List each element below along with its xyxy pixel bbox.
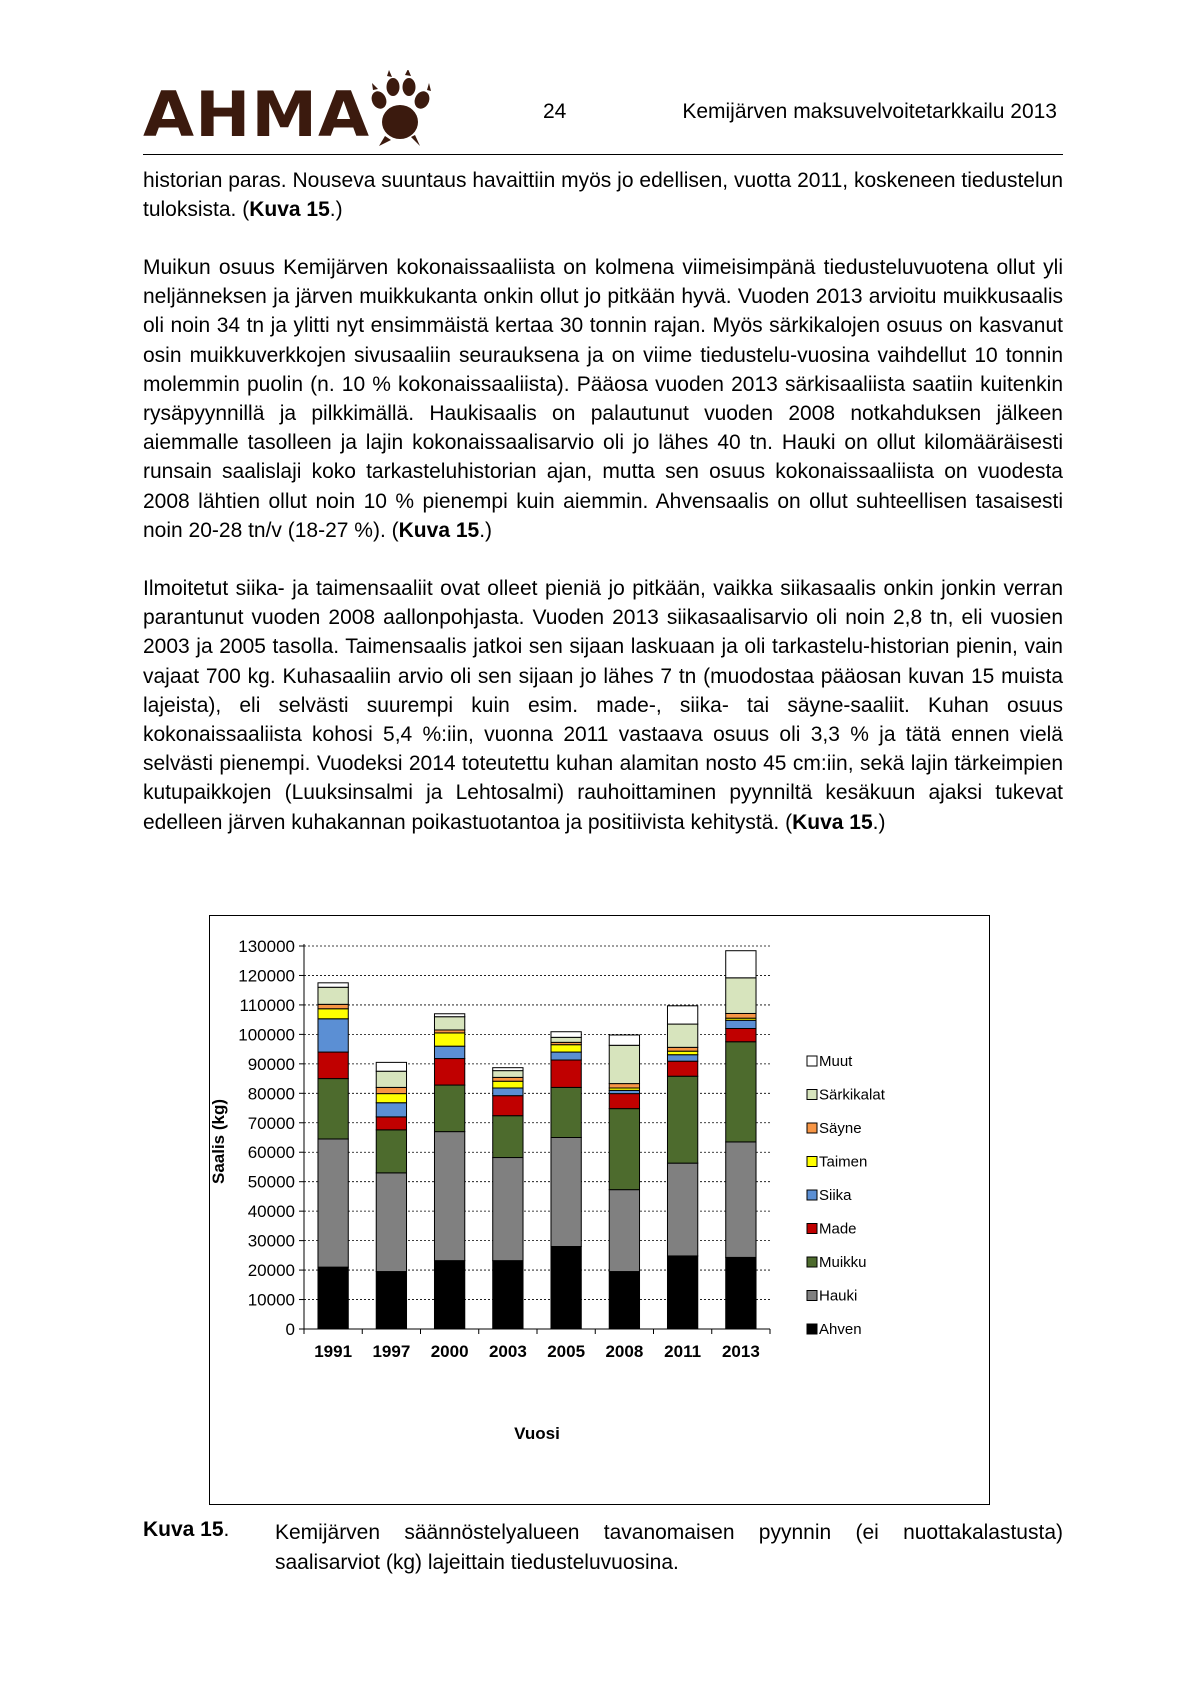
legend-label: Särkikalat — [819, 1086, 885, 1104]
bar-segment-made — [376, 1117, 406, 1130]
paragraph-text: historian paras. Nouseva suuntaus havaittiin myös jo edellisen, vuotta 2011, koskeneen tiedustelun tuloksista. ( — [143, 169, 1063, 222]
bar-segment-särkikalat — [609, 1045, 639, 1083]
legend-swatch — [807, 1257, 817, 1267]
bar-segment-hauki — [493, 1158, 523, 1261]
paragraph-2 — [143, 253, 1063, 545]
bar-segment-made — [318, 1052, 348, 1079]
x-tick-label: 2008 — [605, 1342, 644, 1361]
legend-swatch — [807, 1056, 817, 1066]
x-tick-label: 1997 — [372, 1342, 411, 1361]
y-tick-label: 110000 — [239, 995, 295, 1015]
bar-segment-siika — [551, 1052, 581, 1060]
bar-segment-särkikalat — [667, 1024, 697, 1047]
grid-lines — [304, 946, 770, 1300]
bar-segment-särkikalat — [493, 1071, 523, 1078]
caption-label — [143, 1518, 229, 1542]
bar-stacks — [318, 951, 756, 1329]
y-tick-label: 20000 — [247, 1261, 295, 1281]
bar-segment-taimen — [667, 1051, 697, 1055]
figure-reference: Kuva 15 — [249, 198, 330, 222]
legend-label: Säyne — [819, 1120, 862, 1137]
bar-segment-muut — [318, 983, 348, 987]
bar-segment-säyne — [609, 1084, 639, 1088]
bar-segment-made — [609, 1094, 639, 1109]
legend-swatch — [807, 1190, 817, 1200]
paragraph-text: .) — [479, 518, 493, 542]
bar-segment-taimen — [376, 1094, 406, 1103]
bar-segment-säyne — [376, 1087, 406, 1093]
legend-label: Hauki — [819, 1287, 858, 1305]
figure-reference: Kuva 15 — [398, 518, 480, 542]
bar-segment-särkikalat — [726, 978, 756, 1014]
bar-segment-hauki — [376, 1173, 406, 1272]
legend-swatch — [807, 1090, 817, 1100]
bar-segment-made — [667, 1061, 697, 1076]
legend-swatch — [807, 1291, 817, 1301]
legend-label: Siika — [819, 1187, 852, 1204]
x-tick-label: 2000 — [430, 1342, 469, 1361]
bar-segment-säyne — [493, 1077, 523, 1081]
paragraph-1 — [143, 166, 1063, 224]
bar-segment-taimen — [493, 1081, 523, 1088]
chart-legend — [807, 1053, 886, 1338]
bar-segment-siika — [376, 1103, 406, 1117]
bar-segment-taimen — [551, 1045, 581, 1052]
bar-segment-muut — [726, 951, 756, 978]
y-tick-label: 70000 — [247, 1113, 295, 1133]
bar-segment-muut — [493, 1068, 523, 1071]
paragraph-text: .) — [872, 810, 886, 834]
bar-segment-muikku — [318, 1079, 348, 1139]
bar-segment-säyne — [318, 1004, 348, 1008]
bar-segment-siika — [667, 1055, 697, 1061]
paw-logo-icon — [365, 70, 435, 150]
bar-segment-ahven — [434, 1261, 464, 1329]
caption-label-suffix: . — [223, 1518, 230, 1541]
y-tick-label: 90000 — [247, 1054, 295, 1074]
caption-text: Kemijärven säännöstelyalueen tavanomaisen pyynnin (ei nuottakalastusta) saalisarviot (kg) lajeittain tiedusteluvuosina. — [275, 1521, 1063, 1574]
paragraph-text: .) — [329, 198, 343, 222]
bar-segment-made — [493, 1096, 523, 1116]
bar-segment-ahven — [667, 1256, 697, 1329]
legend-swatch — [807, 1123, 817, 1133]
bar-segment-särkikalat — [434, 1017, 464, 1030]
bar-segment-made — [726, 1028, 756, 1041]
stacked-bar-chart — [210, 916, 989, 1504]
y-tick-label: 80000 — [247, 1084, 295, 1104]
bar-segment-hauki — [667, 1163, 697, 1256]
bar-segment-siika — [318, 1019, 348, 1052]
bar-segment-muikku — [493, 1116, 523, 1158]
document-title: Kemijärven maksuvelvoitetarkkailu 2013 — [682, 100, 1057, 123]
x-tick-label: 2011 — [664, 1342, 702, 1361]
bar-segment-muikku — [726, 1042, 756, 1142]
bar-segment-made — [434, 1059, 464, 1086]
page-header — [143, 62, 1063, 155]
bar-segment-ahven — [318, 1267, 348, 1329]
legend-label: Muikku — [819, 1254, 867, 1271]
bar-segment-muut — [376, 1062, 406, 1071]
page-number: 24 — [543, 100, 567, 123]
bar-segment-muikku — [609, 1109, 639, 1190]
bar-segment-ahven — [493, 1261, 523, 1329]
bar-segment-siika — [726, 1020, 756, 1028]
legend-label: Ahven — [819, 1321, 862, 1338]
bar-segment-säyne — [726, 1013, 756, 1018]
legend-swatch — [807, 1157, 817, 1167]
bar-segment-ahven — [376, 1272, 406, 1329]
y-tick-label: 100000 — [238, 1025, 295, 1045]
bar-segment-hauki — [551, 1138, 581, 1247]
bar-segment-taimen — [318, 1009, 348, 1019]
figure-reference: Kuva 15 — [792, 810, 873, 834]
x-axis-title: Vuosi — [514, 1424, 560, 1443]
bar-segment-muut — [434, 1014, 464, 1017]
bar-segment-särkikalat — [551, 1037, 581, 1042]
bar-segment-taimen — [434, 1033, 464, 1046]
y-tick-label: 40000 — [247, 1202, 295, 1222]
y-tick-label: 130000 — [238, 937, 295, 956]
bar-segment-hauki — [726, 1142, 756, 1257]
bar-segment-hauki — [434, 1132, 464, 1261]
figure-frame — [209, 915, 990, 1505]
bar-segment-ahven — [609, 1272, 639, 1329]
ahma-logo: AHMA — [143, 77, 371, 152]
legend-label: Made — [819, 1220, 857, 1238]
paragraph-text: Ilmoitetut siika- ja taimensaaliit ovat olleet pieniä jo pitkään, vaikka siikasaalis onkin jonkin verran parantunut vuoden 2008 aallonpohjasta. Vuoden 2013 siikasaalisarvio oli noin 2,8 tn, eli vuosien 2003 ja 2005 tasolla. Taimensaalis jatkoi sen sijaan laskuaan ja oli tarkastelu-historian pienin, vain vajaat 700 kg. Kuhasaaliin arvio oli sen sijaan jo lähes 7 tn (muodostaa pääosan kuvan 15 muista lajeista), eli selvästi suurempi kuin esim. made-, siika- tai säyne-saaliit. Kuhan osuus kokonaissaaliista kohosi 5,4 %:iin, vuonna 2011 vastaava osuus oli 3,3 % ja tätä ennen vielä selvästi pienempi. Vuodeksi 2014 toteutettu kuhan alamitan nosto 45 cm:iin, sekä lajin tärkeimpien kutupaikkojen (Luuksinsalmi ja Lehtosalmi) rauhoittaminen pyynniltä kesäkuun ajaksi tukevat edelleen järven kuhakannan poikastuotantoa ja positiivista kehitystä. ( — [143, 577, 1063, 834]
bar-segment-säyne — [667, 1047, 697, 1051]
bar-segment-muut — [667, 1006, 697, 1024]
bar-segment-made — [551, 1060, 581, 1087]
bar-segment-muut — [609, 1035, 639, 1045]
bar-segment-muikku — [667, 1076, 697, 1163]
x-tick-label: 1991 — [314, 1342, 353, 1361]
bar-segment-muut — [551, 1032, 581, 1038]
x-tick-label: 2013 — [721, 1342, 760, 1361]
y-tick-label: 50000 — [247, 1172, 295, 1192]
y-tick-label: 30000 — [247, 1231, 295, 1251]
paragraph-text: Muikun osuus Kemijärven kokonaissaaliista on kolmena viimeisimpänä tiedusteluvuotena ollut yli neljänneksen ja järven muikkukanta onkin ollut jo pitkään hyvä. Vuoden 2013 arvioitu muikkusaalis oli noin 34 tn ja ylitti nyt ensimmäistä kertaa 30 tonnin rajan. Myös särkikalojen osuus on kasvanut osin muikkuverkkojen sivusaaliin seurauksena ja on viime tiedustelu-vuosina vaihdellut 10 tonnin molemmin puolin (n. 10 % kokonaissaaliista). Pääosa vuoden 2013 särkisaaliista saatiin kuitenkin rysäpyynnillä ja pilkkimällä. Haukisaalis on palautunut vuoden 2008 notkahduksen jälkeen aiemmalle tasolleen ja lajin kokonaissaalisarvio oli jo lähes 40 tn. Hauki on ollut kilomääräisesti runsain saalislaji koko tarkasteluhistorian ajan, mutta sen osuus kokonaissaaliista on vuodesta 2008 lähtien ollut noin 10 % pienempi kuin aiemmin. Ahvensaalis on ollut suhteellisen tasaisesti noin 20-28 tn/v (18-27 %). ( — [143, 256, 1063, 542]
bar-segment-muikku — [434, 1085, 464, 1132]
bar-segment-hauki — [609, 1190, 639, 1272]
bar-segment-muikku — [376, 1130, 406, 1173]
bar-segment-särkikalat — [318, 987, 348, 1004]
legend-label: Muut — [819, 1053, 853, 1070]
bar-segment-ahven — [726, 1257, 756, 1329]
y-tick-label: 60000 — [247, 1143, 295, 1163]
y-tick-label: 10000 — [247, 1290, 295, 1310]
x-tick-label: 2005 — [547, 1342, 586, 1361]
y-tick-label: 120000 — [238, 966, 295, 986]
legend-swatch — [807, 1324, 817, 1334]
bar-segment-ahven — [551, 1247, 581, 1329]
legend-label: Taimen — [819, 1153, 868, 1171]
y-tick-label: 0 — [285, 1320, 295, 1339]
x-tick-label: 2003 — [488, 1342, 527, 1361]
y-axis-title: Saalis (kg) — [210, 1098, 228, 1185]
legend-swatch — [807, 1224, 817, 1234]
bar-segment-hauki — [318, 1139, 348, 1267]
bar-segment-särkikalat — [376, 1071, 406, 1087]
caption-label-text: Kuva 15 — [143, 1518, 224, 1541]
bar-segment-siika — [493, 1088, 523, 1096]
bar-segment-muikku — [551, 1087, 581, 1137]
bar-segment-siika — [434, 1046, 464, 1058]
paragraph-3 — [143, 574, 1063, 837]
